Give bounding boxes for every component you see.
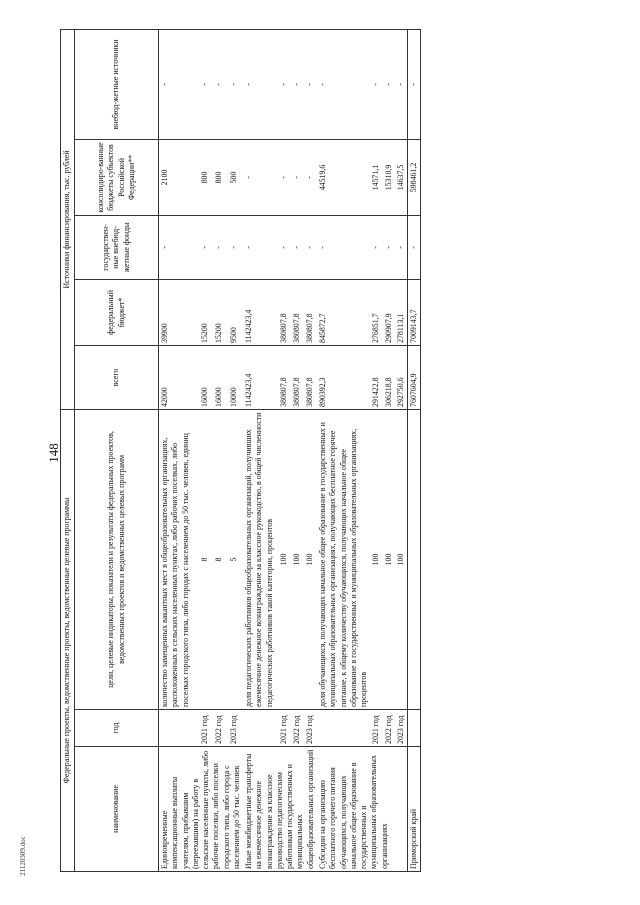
- row-year: 2021 год: [199, 710, 214, 747]
- row-total: 10000: [228, 345, 243, 409]
- row-regional: 800: [199, 139, 214, 215]
- row-goal: количество замещенных вакантных мест в общеобразовательных организациях, расположенных в сельских населенных пунктах, либо рабочих поселках, либо поселках городского типа, либо городах с населением до 50 тыс. человек, единиц: [159, 409, 199, 709]
- row-extra: -: [228, 29, 243, 139]
- row-year: [243, 710, 278, 747]
- table-row: [408, 29, 421, 871]
- row-state-funds: -: [159, 215, 199, 279]
- row-goal: 100: [370, 409, 382, 709]
- row-regional: 598461,2: [408, 139, 421, 215]
- row-state-funds: -: [304, 215, 317, 279]
- row-state-funds: -: [291, 215, 304, 279]
- page-number: 148: [46, 443, 61, 463]
- row-total: 7607604,9: [408, 345, 421, 409]
- row-extra: -: [213, 29, 228, 139]
- row-extra: -: [408, 29, 421, 139]
- year-header: год: [75, 710, 159, 747]
- table-row: [278, 29, 291, 871]
- row-regional: -: [304, 139, 317, 215]
- row-year: [159, 710, 199, 747]
- row-year: [408, 710, 421, 747]
- row-federal: 380807,8: [304, 279, 317, 345]
- row-state-funds: -: [199, 215, 214, 279]
- row-total: 292750,6: [395, 345, 408, 409]
- row-state-funds: -: [278, 215, 291, 279]
- row-goal: доля педагогических работников общеобразовательных организаций, получивших ежемесячное денежное вознаграждение за классное руководство, в общей численности педагогических работников такой категории, процентов: [243, 409, 278, 709]
- row-regional: 500: [228, 139, 243, 215]
- regional-header: консолидиро-ванные бюджеты субъектов Российской Федерации**: [75, 139, 159, 215]
- row-name: Приморский край: [408, 747, 421, 872]
- row-year: 2023 год: [395, 710, 408, 747]
- row-extra: -: [291, 29, 304, 139]
- row-goal: 8: [213, 409, 228, 709]
- row-year: 2022 год: [383, 710, 395, 747]
- federal-header: федеральный бюджет*: [75, 279, 159, 345]
- row-regional: 800: [213, 139, 228, 215]
- table-row: [304, 29, 317, 871]
- funding-title-header: Источники финансирования, тыс. рублей: [61, 29, 75, 409]
- row-federal: 276851,7: [370, 279, 382, 345]
- row-extra: -: [199, 29, 214, 139]
- row-federal: 7009143,7: [408, 279, 421, 345]
- row-regional: 14637,5: [395, 139, 408, 215]
- row-year: 2021 год: [278, 710, 291, 747]
- row-federal: 39900: [159, 279, 199, 345]
- row-state-funds: -: [370, 215, 382, 279]
- row-extra: -: [383, 29, 395, 139]
- row-federal: 1142423,4: [243, 279, 278, 345]
- table-row: [370, 29, 382, 871]
- row-year: 2022 год: [291, 710, 304, 747]
- row-federal: 9500: [228, 279, 243, 345]
- row-total: 1142423,4: [243, 345, 278, 409]
- row-regional: 2100: [159, 139, 199, 215]
- row-total: 380807,8: [304, 345, 317, 409]
- table-row: [159, 29, 199, 871]
- row-year: 2023 год: [304, 710, 317, 747]
- row-federal: 380807,8: [291, 279, 304, 345]
- table-row: [383, 29, 395, 871]
- row-name: Субсидии на организацию бесплатного горячего питания обучающихся, получающих начальное общее образование в государственных и муниципальных образовательных организациях: [317, 747, 408, 872]
- table-row: [199, 29, 214, 871]
- row-goal: [408, 409, 421, 709]
- row-total: 42000: [159, 345, 199, 409]
- row-extra: -: [304, 29, 317, 139]
- funding-table: [60, 29, 421, 872]
- row-extra: -: [395, 29, 408, 139]
- row-total: 16000: [213, 345, 228, 409]
- row-regional: 14571,1: [370, 139, 382, 215]
- row-name: Иные межбюджетные трансферты на ежемесячное денежное вознаграждение за классное руководство педагогическим работникам государственных и муниципальных общеобразовательных организаций: [243, 747, 317, 872]
- rotated-page: [60, 30, 630, 872]
- table-row: [243, 29, 278, 871]
- row-goal: 100: [383, 409, 395, 709]
- row-extra: -: [370, 29, 382, 139]
- row-state-funds: -: [243, 215, 278, 279]
- row-state-funds: -: [317, 215, 370, 279]
- row-state-funds: -: [213, 215, 228, 279]
- row-year: 2022 год: [213, 710, 228, 747]
- table-row: [213, 29, 228, 871]
- table-row: [317, 29, 370, 871]
- row-federal: 845872,7: [317, 279, 370, 345]
- table-row: [291, 29, 304, 871]
- row-goal: 100: [304, 409, 317, 709]
- row-year: 2023 год: [228, 710, 243, 747]
- row-extra: -: [278, 29, 291, 139]
- row-total: 890392,3: [317, 345, 370, 409]
- row-extra: -: [159, 29, 199, 139]
- row-state-funds: -: [395, 215, 408, 279]
- row-total: 291422,8: [370, 345, 382, 409]
- row-state-funds: -: [383, 215, 395, 279]
- row-goal: 5: [228, 409, 243, 709]
- row-year: 2021 год: [370, 710, 382, 747]
- row-regional: -: [291, 139, 304, 215]
- row-federal: 290907,9: [383, 279, 395, 345]
- row-state-funds: -: [228, 215, 243, 279]
- row-goal: доля обучающихся, получающих начальное общее образование в государственных и муниципальных образовательных организациях, получающих бесплатное горячее питание, к общему количеству обучающихся, получающих начальное общее образование в государственных и муниципальных образовательных организациях, процентов: [317, 409, 370, 709]
- row-year: [317, 710, 370, 747]
- row-total: 380807,8: [278, 345, 291, 409]
- row-name: Единовременные компенсационные выплаты учителям, прибывшим (переехавшим) на работу в сельские населенные пункты, либо рабочие поселки, либо поселки городского типа, либо города с населением до 50 тыс. человек: [159, 747, 244, 872]
- name-header: наименование: [75, 747, 159, 872]
- group-title-header: Федеральные проекты, ведомственные проекты, ведомственные целевые программы: [61, 409, 75, 871]
- state-funds-header: государствен-ные внебюд-жетные фонды: [75, 215, 159, 279]
- row-goal: 8: [199, 409, 214, 709]
- row-goal: 100: [395, 409, 408, 709]
- table-row: [395, 29, 408, 871]
- row-federal: 380807,8: [278, 279, 291, 345]
- row-regional: 44519,6: [317, 139, 370, 215]
- row-extra: -: [243, 29, 278, 139]
- row-regional: 15310,9: [383, 139, 395, 215]
- row-extra: -: [317, 29, 370, 139]
- extra-header: внебюд-жетные источники: [75, 29, 159, 139]
- row-total: 16000: [199, 345, 214, 409]
- document-code: 21120309.doc: [19, 836, 27, 876]
- row-regional: -: [243, 139, 278, 215]
- row-federal: 15200: [213, 279, 228, 345]
- row-federal: 15200: [199, 279, 214, 345]
- row-state-funds: -: [408, 215, 421, 279]
- row-regional: -: [278, 139, 291, 215]
- row-goal: 100: [291, 409, 304, 709]
- row-goal: 100: [278, 409, 291, 709]
- row-total: 380807,8: [291, 345, 304, 409]
- goals-header: цели, целевые индикаторы, показатели и результаты федеральных проектов, ведомственных проектов и ведомственных целевых программ: [75, 409, 159, 709]
- row-federal: 278113,1: [395, 279, 408, 345]
- table-row: [228, 29, 243, 871]
- row-total: 306218,8: [383, 345, 395, 409]
- total-header: всего: [75, 345, 159, 409]
